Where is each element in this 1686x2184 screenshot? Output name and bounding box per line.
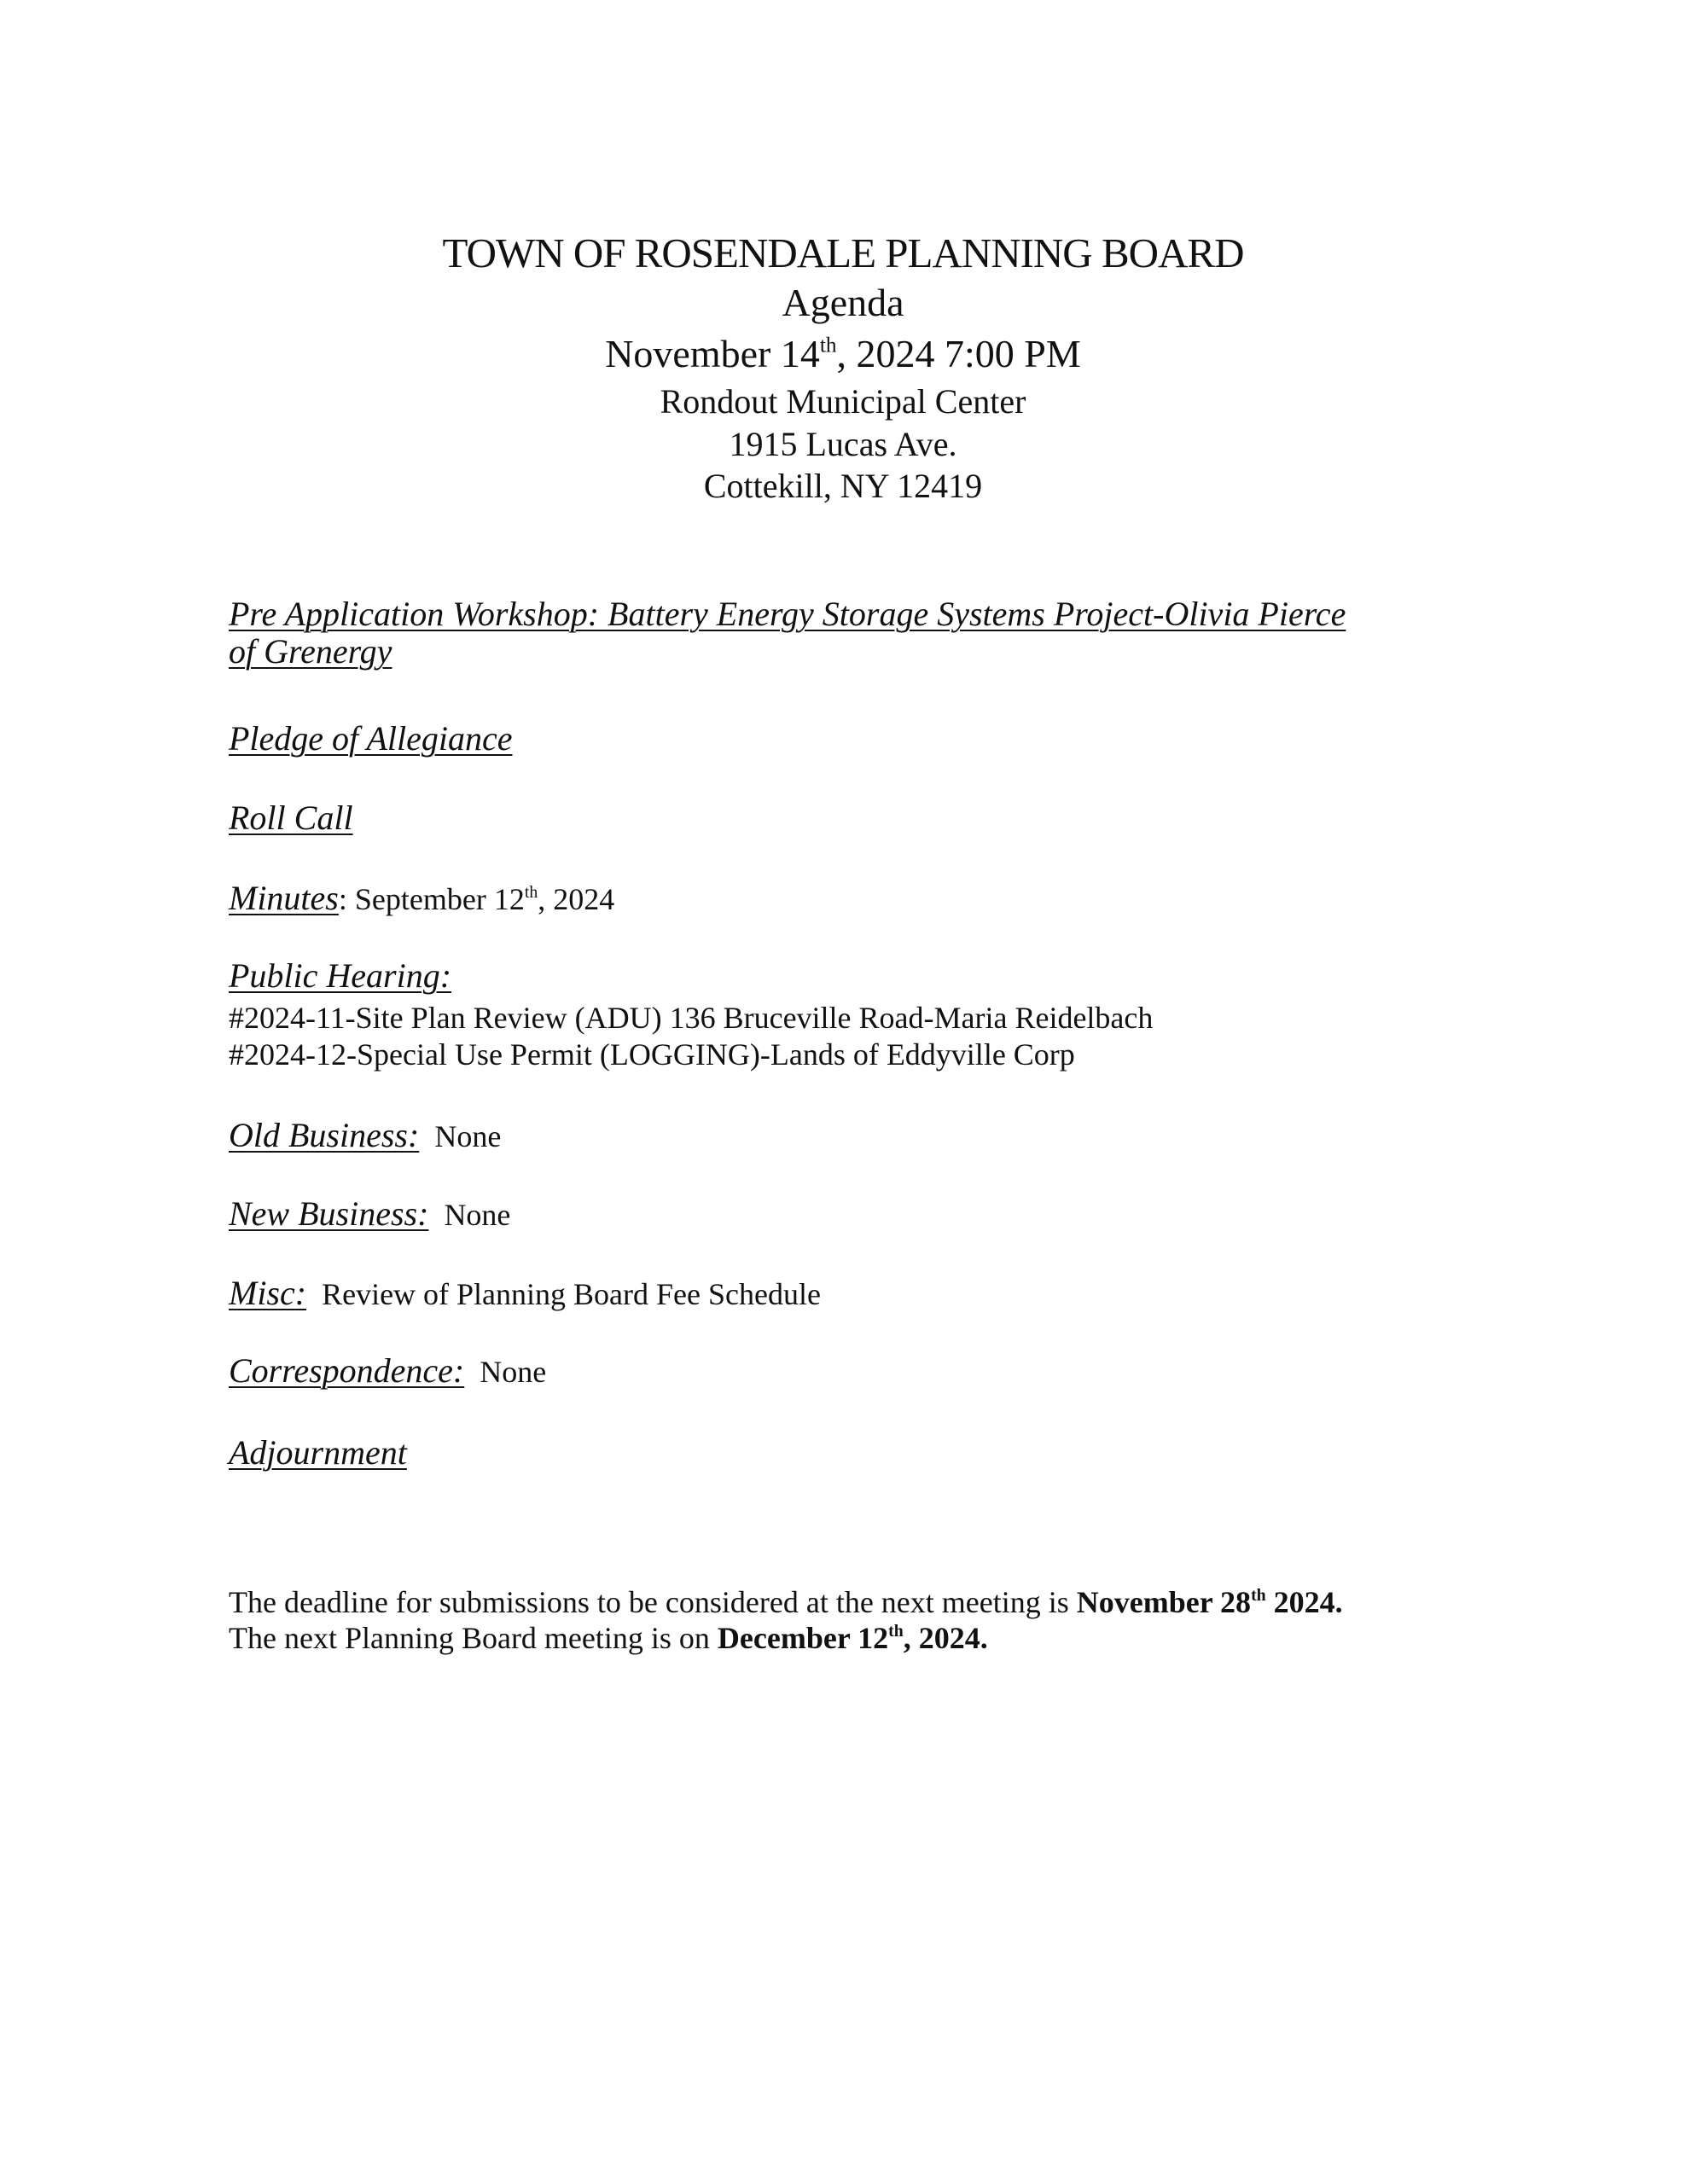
venue: Rondout Municipal Center bbox=[660, 382, 1026, 421]
date-sup: th bbox=[819, 333, 837, 357]
public-hearing-heading: Public Hearing: bbox=[229, 956, 452, 995]
new-business-row bbox=[229, 1194, 510, 1234]
next-meeting-date: December 12 bbox=[717, 1621, 889, 1655]
correspondence-row bbox=[229, 1350, 546, 1391]
public-hearing-item: #2024-12-Special Use Permit (LOGGING)-Lands of Eddyville Corp bbox=[229, 1037, 1075, 1072]
minutes-date: September 12 bbox=[346, 882, 525, 916]
roll-call-heading: Roll Call bbox=[229, 799, 353, 837]
date-prefix: November 14 bbox=[605, 332, 820, 375]
city: Cottekill, NY 12419 bbox=[703, 467, 983, 505]
next-meeting-sup: th bbox=[888, 1622, 904, 1641]
pre-application-heading: Pre Application Workshop: Battery Energy Storage Systems Project-Olivia Pierce bbox=[229, 595, 1346, 633]
misc-label: Misc: bbox=[229, 1274, 307, 1312]
minutes-colon: : bbox=[338, 882, 347, 916]
misc-row bbox=[229, 1273, 821, 1313]
old-business-value: None bbox=[434, 1119, 502, 1153]
deadline-date: November 28 bbox=[1076, 1585, 1252, 1619]
next-meeting-year: , 2024. bbox=[903, 1621, 988, 1655]
deadline-year: 2024. bbox=[1265, 1585, 1343, 1619]
board-title: TOWN OF ROSENDALE PLANNING BOARD bbox=[442, 229, 1244, 276]
minutes-sup: th bbox=[524, 883, 538, 903]
minutes-row bbox=[229, 878, 614, 918]
pledge-heading: Pledge of Allegiance bbox=[229, 719, 513, 758]
next-meeting-note bbox=[229, 1620, 988, 1656]
minutes-year: , 2024 bbox=[538, 882, 615, 916]
public-hearing-item: #2024-11-Site Plan Review (ADU) 136 Bruceville Road-Maria Reidelbach bbox=[229, 1001, 1154, 1035]
meeting-date bbox=[0, 331, 1686, 376]
old-business-label: Old Business: bbox=[229, 1116, 420, 1154]
next-meeting-text: The next Planning Board meeting is on bbox=[229, 1621, 718, 1655]
deadline-note bbox=[229, 1584, 1343, 1620]
street: 1915 Lucas Ave. bbox=[729, 425, 957, 463]
deadline-text: The deadline for submissions to be considered at the next meeting is bbox=[229, 1585, 1077, 1619]
minutes-label: Minutes bbox=[229, 879, 339, 917]
deadline-sup: th bbox=[1251, 1586, 1266, 1606]
misc-value: Review of Planning Board Fee Schedule bbox=[322, 1277, 821, 1311]
old-business-row bbox=[229, 1115, 501, 1155]
date-suffix: , 2024 7:00 PM bbox=[836, 332, 1081, 375]
new-business-label: New Business: bbox=[229, 1194, 429, 1233]
new-business-value: None bbox=[444, 1198, 511, 1232]
pre-application-heading-cont: of Grenergy bbox=[229, 632, 392, 671]
adjournment-heading: Adjournment bbox=[229, 1433, 407, 1472]
agenda-heading: Agenda bbox=[782, 281, 904, 324]
correspondence-label: Correspondence: bbox=[229, 1351, 465, 1390]
correspondence-value: None bbox=[480, 1355, 547, 1389]
